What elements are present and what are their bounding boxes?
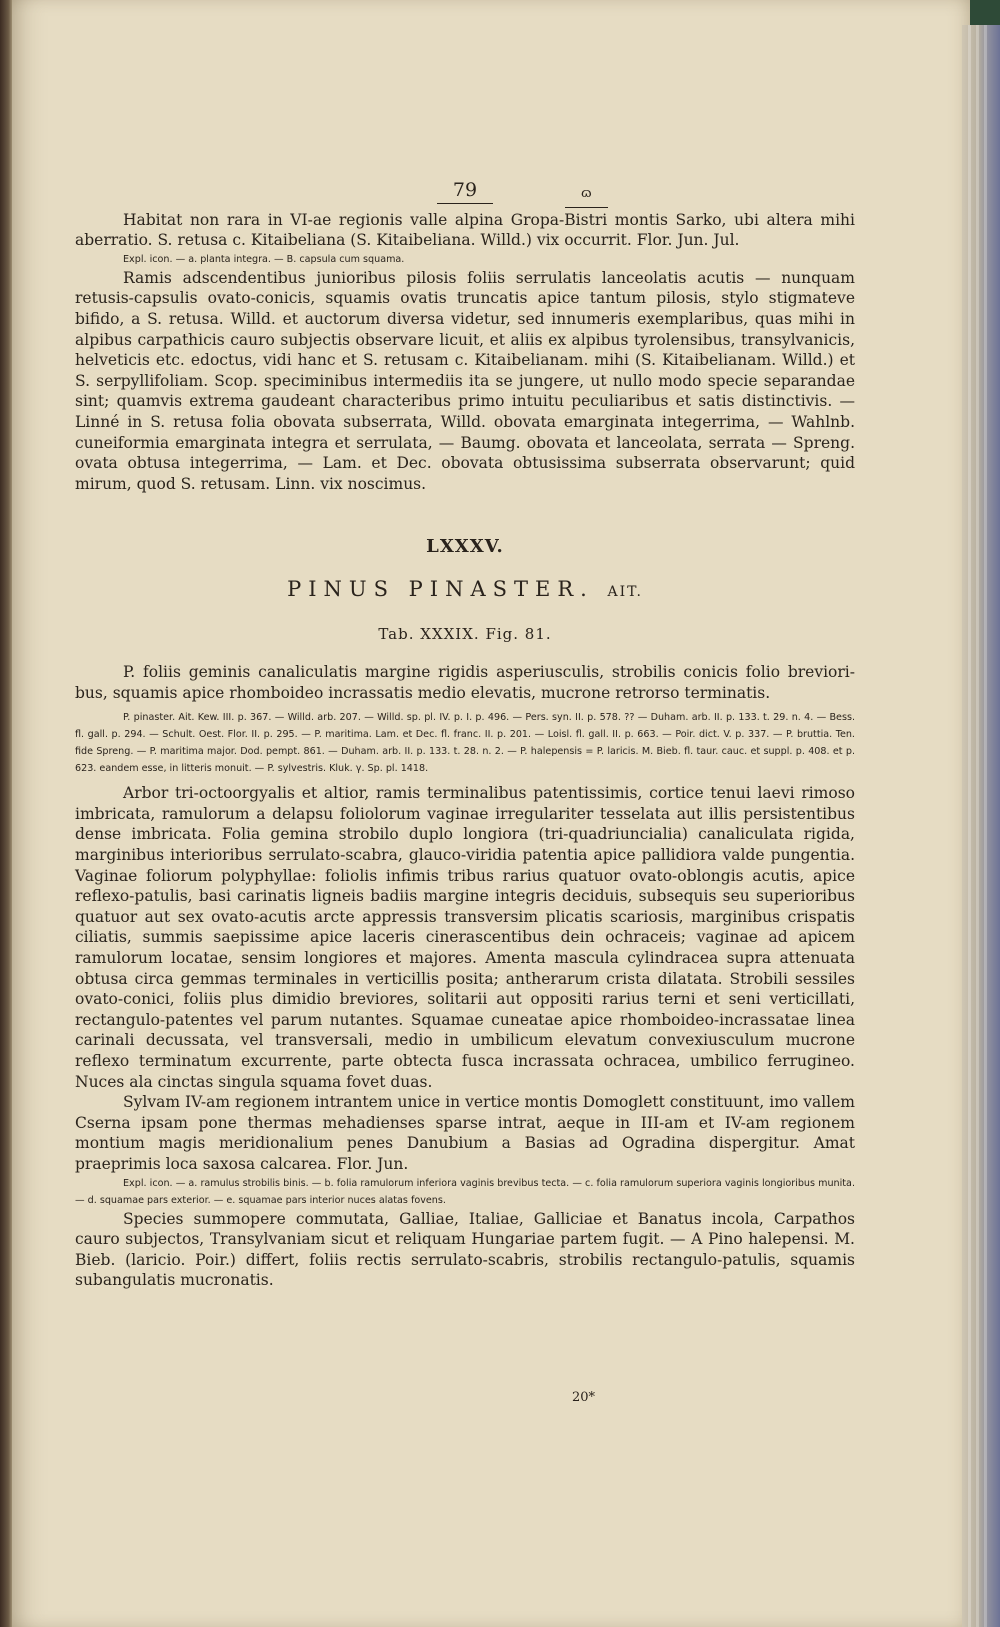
diagnosis-paragraph: P. foliis geminis canaliculatis margine rigidis asperiusculis, strobilis conicis folio breviori-bus, squamis apice rhomboideo incrassatis medio elevatis, mucrone retrorso terminatis.: [75, 663, 855, 702]
habitat-paragraph: Habitat non rara in VI-ae regionis valle alpina Gropa-Bistri montis Sarko, ubi altera mihi aberratio. S. retusa c. Kitaibeliana (S. Kitaibeliana. Willd.) vix occurrit. Flor. Jun. Jul.: [75, 210, 855, 250]
page-number: [75, 180, 855, 204]
section-number: LXXXV.: [426, 536, 504, 558]
species-habitat: Sylvam IV-am regionem intrantem unice in vertice montis Domoglett constituunt, imo vallem Cserna ipsam pone thermas mehadienses sparse intrat, aeque in III-am et IV-am regionem montium magis meridionalium penes Danubium a Basias ad Ogradina dispergitur. Amat praeprimis loca saxosa calcarea. Flor. Jun.: [75, 1093, 855, 1173]
species-notes: Species summopere commutata, Galliae, Italiae, Galliciae et Banatus incola, Carpathos cauro subjectos, Transylvaniam sicut et reliquam Hungariae partem fugit. — A Pino halepensi. M. Bieb. (laricio. Poir.) differt, foliis rectis serrulato-scabris, strobilis rectangulo-patulis, squamis subangulatis mucronatis.: [75, 1209, 855, 1290]
page-mark: ɷ: [565, 184, 608, 208]
species-description: Arbor tri-octoorgyalis et altior, ramis terminalibus patentissimis, cortice tenui laevi rimoso imbricata, ramulorum a delapsu foliolorum vaginae irregulariter tesselata aut illis persistentibus dense imbricata. Folia gemina strobilo duplo longiora (tri-quadriuncialia) canaliculata rigida, marginibus interioribus serrulato-scabra, glauco-viridia patentia apice pallidiora valde pungentia. Vaginae foliorum polyphyllae: foliolis infimis tribus rarius quatuor ovato-oblongis acutis, apice reflexo-patulis, basi carinatis ligneis badiis margine integris deciduis, subsequis seu superioribus quatuor aut sex ovato-acutis arcte appressis transversim plicatis scariosis, marginibus crispatis ciliatis, summis saepissime apice laceris cinerascentibus dein ochraceis; vaginae ad apicem ramulorum locatae, sensim longiores et majores. Amenta mascula cylindracea supra attenuata obtusa circa gemmas terminales in verticillis posita; antherarum crista dilatata. Strobili sessiles ovato-conici, foliis plus dimidio breviores, solitarii aut oppositi rarius terni et seni verticillati, rectangulo-patentes vel parum nutantes. Squamae cuneatae apice rhomboideo-incrassatae linea carinali decussata, vel transversali, medio in umbilicum elevatum convexiusculum mucrone reflexo terminatum excurrente, parte obtecta fusca incrassata ochracea, umbilico ferrugineo. Nuces ala cinctas singula squama fovet duas.: [75, 784, 855, 1091]
page-content: [75, 180, 855, 1291]
plate-reference: Tab. XXXIX. Fig. 81.: [378, 624, 552, 643]
species-explanation-icon: Expl. icon. — a. ramulus strobilis binis. — b. folia ramulorum inferiora vaginis brevibus tecta. — c. folia ramulorum superiora vaginis longioribus munita. — d. squamae pars exterior. — e. squamae pars interior nuces alatas fovens.: [75, 1177, 855, 1206]
synonyms-paragraph: P. pinaster. Ait. Kew. III. p. 367. — Willd. arb. 207. — Willd. sp. pl. IV. p. I. p. 496. — Pers. syn. II. p. 578. ?? — Duham. arb. II. p. 133. t. 29. n. 4. — Bess. fl. gall. p. 294. — Schult. Oest. Flor. II. p. 295. — P. maritima. Lam. et Dec. fl. franc. II. p. 201. — Loisl. fl. gall. II. p. 663. — Poir. dict. V. p. 337. — P. bruttia. Ten. fide Spreng. — P. maritima major. Dod. pempt. 861. — Duham. arb. II. p. 133. t. 28. n. 2. — P. halepensis = P. laricis. M. Bieb. fl. taur. cauc. et suppl. p. 408. et p. 623. eandem esse, in litteris monuit. — P. sylvestris. Kluk. γ. Sp. pl. 1418.: [75, 712, 855, 775]
description-paragraph: Ramis adscendentibus junioribus pilosis foliis serrulatis lanceolatis acutis — nunquam retusis-capsulis ovato-conicis, squamis ovatis truncatis apice tantum pilosis, stylo stigmateve bifido, a S. retusa. Willd. et auctorum diversa videtur, sed innumeris exemplaribus, quas mihi in alpibus carpathicis cauro subjectis observare licuit, et aliis ex alpibus tyrolensibus, transylvanicis, helveticis etc. edoctus, vidi hanc et S. retusam c. Kitaibelianam. mihi (S. Kitaibelianam. Willd.) et S. serpyllifoliam. Scop. speciminibus intermediis ita se jungere, ut nullo modo specie separandae sint; quamvis extrema gaudeant characteribus primo intuitu peculiaribus et satis distinctivis. — Linné in S. retusa folia obovata subserrata, Willd. obovata emarginata integerrima, — Wahlnb. cuneiformia emarginata integra et serrulata, — Baumg. obovata et lanceolata, serrata — Spreng. ovata obtusa integerrima, — Lam. et Dec. obovata obtusissima subserrata observarunt; quid mirum, quod S. retusam. Linn. vix noscimus.: [75, 268, 855, 493]
species-author: AIT.: [607, 583, 643, 600]
species-name: PINUS PINASTER.: [287, 576, 594, 601]
page-stack-edge: [962, 25, 1000, 1627]
section-title: [75, 576, 855, 603]
book-page: [12, 0, 970, 1627]
signature-mark: 20*: [572, 1390, 596, 1405]
page-number-text: 79: [437, 180, 493, 204]
explanation-icon: Expl. icon. — a. planta integra. — B. capsula cum squama.: [123, 253, 405, 265]
